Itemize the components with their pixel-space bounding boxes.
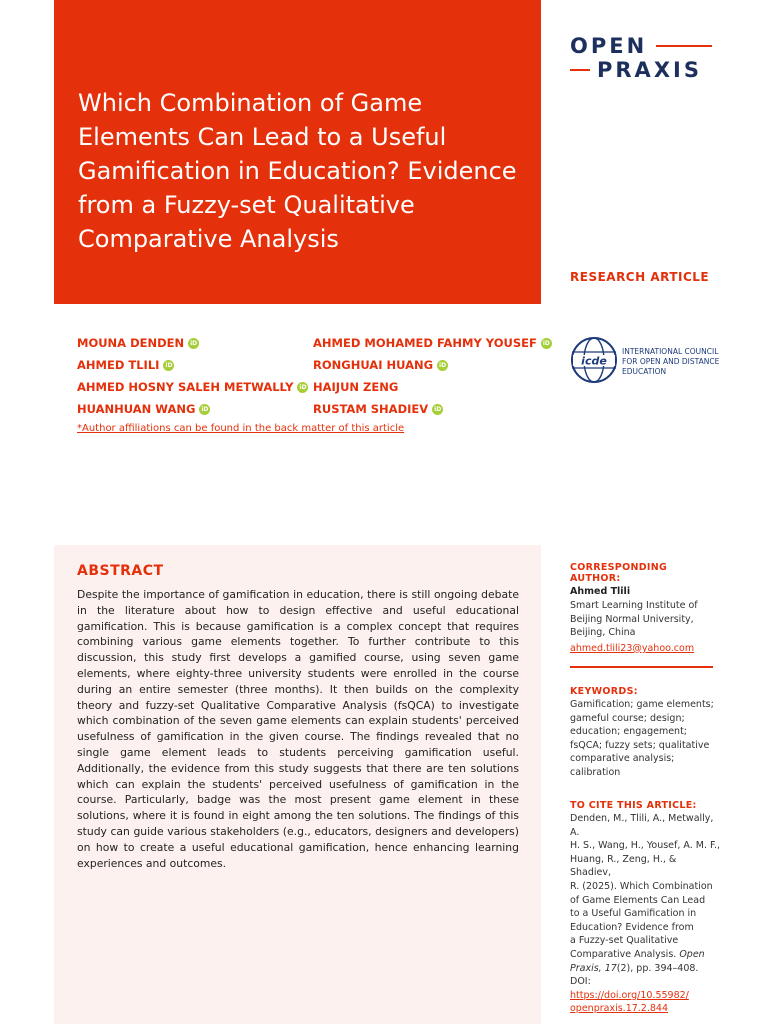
author-item[interactable] — [77, 380, 308, 394]
author-item[interactable] — [77, 336, 199, 350]
citation-heading: TO CITE THIS ARTICLE: — [570, 800, 697, 811]
keywords-line: gameful course; design; — [570, 712, 685, 724]
doi-link[interactable]: openpraxis.17.2.844 — [570, 1003, 669, 1015]
affiliation-note-link[interactable]: *Author affiliations can be found in the back matter of this article — [77, 423, 405, 434]
author-item[interactable] — [313, 358, 448, 372]
keywords-heading: KEYWORDS: — [570, 686, 638, 697]
citation-line: a Fuzzy-set Qualitative — [570, 935, 679, 947]
keywords-line: education; engagement; — [570, 726, 687, 738]
citation-text: (2), pp. 394–408. DOI: — [570, 962, 699, 988]
open-praxis-logo — [570, 34, 720, 82]
citation-text: Comparative Analysis. — [570, 948, 680, 960]
doi-link[interactable]: https://doi.org/10.55982/ — [570, 989, 689, 1001]
abstract-section — [54, 545, 541, 1024]
globe-icon — [570, 336, 618, 384]
citation-line: Huang, R., Zeng, H., & Shadiev, — [570, 853, 677, 879]
corresponding-author-heading: CORRESPONDING AUTHOR: — [570, 562, 668, 584]
email-link[interactable]: ahmed.tlili23@yahoo.com — [570, 642, 695, 654]
author-name: AHMED TLILI — [77, 358, 160, 372]
logo-dash — [656, 45, 712, 47]
orcid-icon[interactable]: iD — [165, 361, 173, 369]
citation-line: H. S., Wang, H., Yousef, A. M. F., — [570, 840, 720, 852]
author-name: RONGHUAI HUANG — [313, 358, 434, 372]
abstract-text: Despite the importance of gamification in education, there is still ongoing debate in the literature about how to design effective and useful educational gamification. This is because gamification is a complex concept that requires combining various game elements together. To further contribute to this discussion, this study first develops a gamified course, using seven game elements, where eighty-three university students were enrolled in the course during an entire semester (three months). It then builds on the complexity theory and fuzzy-set Qualitative Comparative Analysis (fsQCA) to investigate which combination of the seven game elements can explain students' perceived usefulness of gamification in the given course. The findings revealed that no single game element leads to students perceiving gamification useful. Additionally, the evidence from this study suggests that there are ten solutions which can explain the students' perceived usefulness of gamification in the course. Particularly, badge was the most present game element in these solutions, where it is found in eight among the ten solutions. The findings of this study can guide various stakeholders (e.g., educators, designers and developers) on how to create a useful educational gamification, hence enhancing learning experiences and outcomes. — [77, 588, 519, 870]
orcid-icon[interactable]: iD — [201, 405, 209, 413]
citation-line: Denden, M., Tlili, A., Metwally, A. — [570, 813, 714, 838]
citation-line: to a Useful Gamification in — [570, 908, 697, 920]
author-name: MOUNA DENDEN — [77, 336, 185, 350]
logo-word-open: OPEN — [570, 34, 648, 58]
author-name: HUANHUAN WANG — [77, 402, 196, 416]
icde-name: INTERNATIONAL COUNCIL FOR OPEN AND DISTANCE EDUCATION — [622, 347, 720, 376]
citation-section — [570, 800, 720, 1016]
orcid-icon[interactable]: iD — [439, 361, 447, 369]
citation-line: Education? Evidence from — [570, 921, 694, 933]
author-name: AHMED MOHAMED FAHMY YOUSEF — [313, 336, 537, 350]
keywords-line: fsQCA; fuzzy sets; qualitative — [570, 739, 710, 751]
orcid-icon[interactable]: iD — [542, 339, 550, 347]
logo-dash — [570, 69, 590, 71]
citation-line — [570, 948, 720, 962]
divider — [570, 666, 713, 668]
corresponding-author-section — [570, 562, 720, 655]
author-item[interactable] — [313, 402, 443, 416]
affiliation-line: Beijing, China — [570, 627, 636, 639]
abstract-heading: ABSTRACT — [77, 563, 164, 579]
author-item[interactable] — [313, 336, 552, 350]
citation-line: of Game Elements Can Lead — [570, 894, 706, 906]
orcid-icon[interactable]: iD — [299, 383, 307, 391]
article-type-label: RESEARCH ARTICLE — [570, 270, 710, 284]
citation-line — [570, 962, 720, 989]
orcid-icon[interactable]: iD — [190, 339, 198, 347]
journal-volume-italic: Praxis, 17 — [570, 962, 617, 974]
citation-line: R. (2025). Which Combination — [570, 880, 713, 892]
keywords-line: Gamification; game elements; — [570, 699, 714, 710]
author-name: RUSTAM SHADIEV — [313, 402, 429, 416]
journal-name-italic: Open — [679, 948, 705, 960]
title-banner — [54, 0, 541, 304]
keywords-line: comparative analysis; — [570, 753, 675, 765]
author-name: HAIJUN ZENG — [313, 380, 399, 394]
orcid-icon[interactable]: iD — [434, 405, 442, 413]
affiliation-line: Smart Learning Institute of — [570, 600, 698, 611]
icde-logo — [570, 336, 720, 384]
author-item[interactable] — [77, 402, 210, 416]
corresponding-author-name: Ahmed Tlili — [570, 586, 631, 597]
affiliation-line: Beijing Normal University, — [570, 613, 694, 625]
author-list — [77, 336, 557, 426]
article-title: Which Combination of Game Elements Can Lead to a Useful Gamification in Education? Evidence from a Fuzzy-set Qualitative Comparative Analysis — [78, 89, 517, 253]
logo-word-praxis: PRAXIS — [597, 58, 702, 82]
author-name: AHMED HOSNY SALEH METWALLY — [77, 380, 294, 394]
author-item[interactable] — [313, 380, 398, 394]
icde-logo-text: icde — [581, 354, 607, 368]
author-item[interactable] — [77, 358, 174, 372]
keywords-section — [570, 686, 720, 780]
keywords-line: calibration — [570, 766, 621, 778]
